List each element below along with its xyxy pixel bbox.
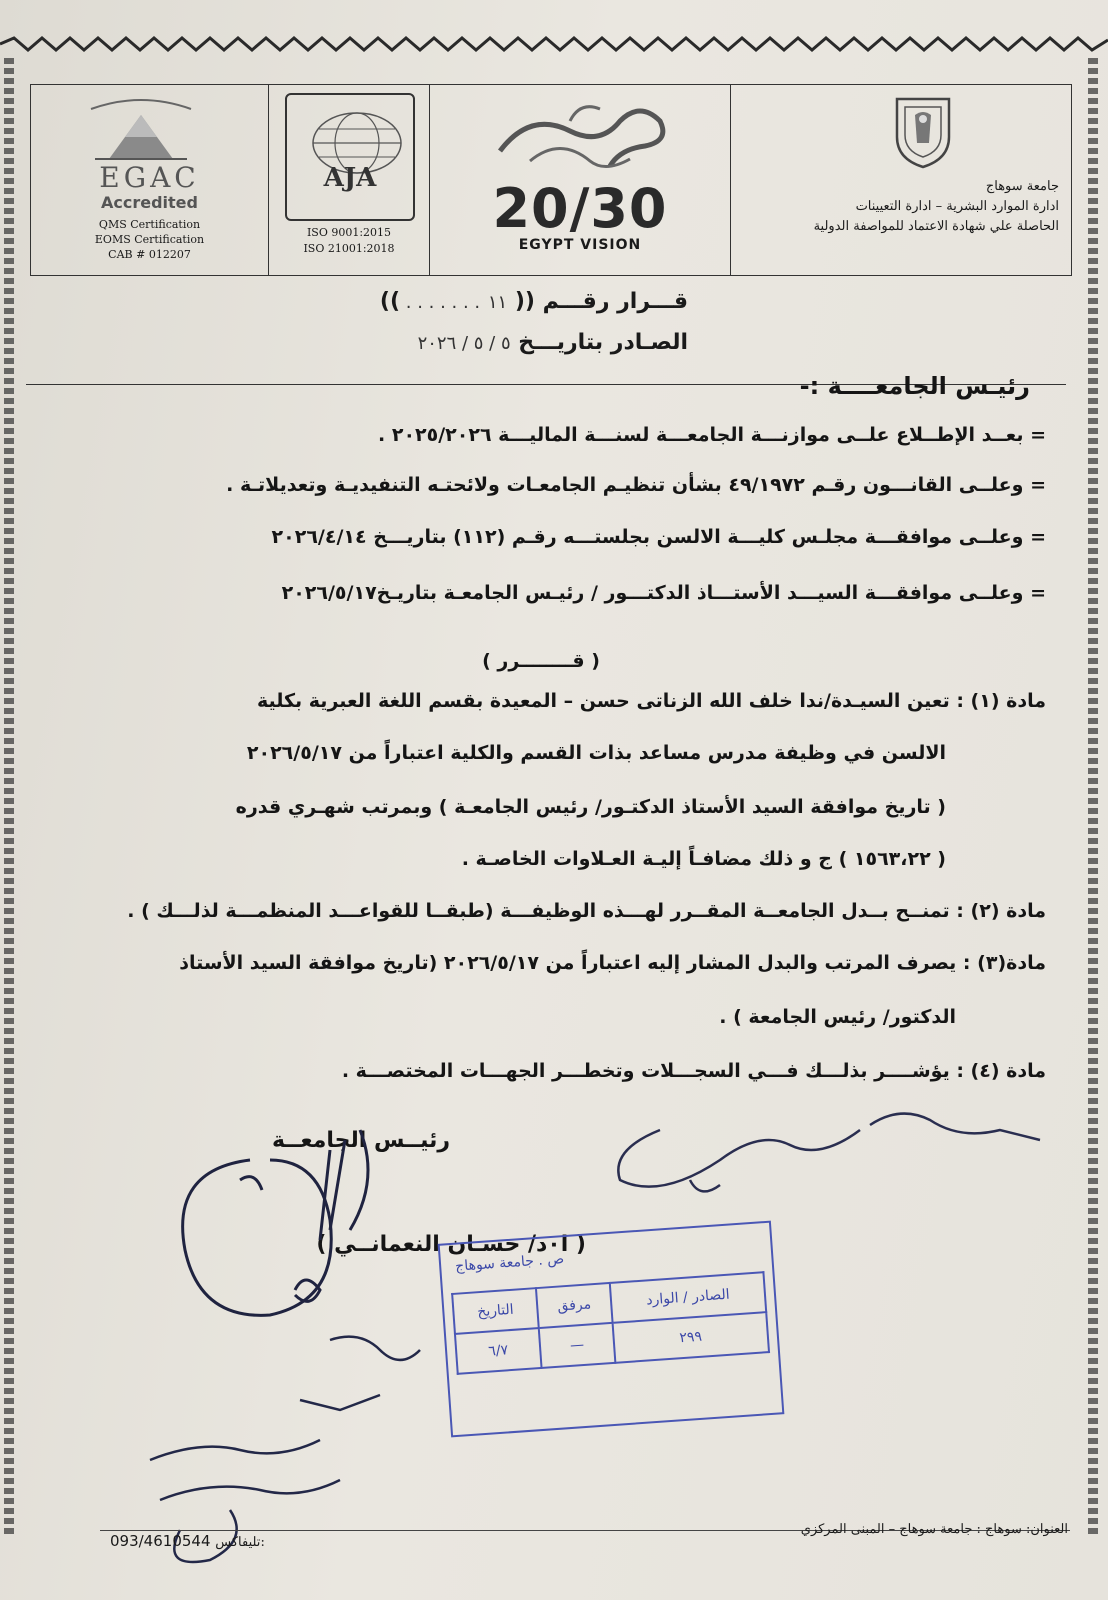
qms-certification: QMS Certification xyxy=(98,218,201,231)
outgoing-stamp xyxy=(438,1221,785,1438)
decides-heading: ( قــــــــرر ) xyxy=(482,650,600,672)
fax-label: تليفاكس: xyxy=(215,1535,265,1550)
cab-number: CAB # 012207 xyxy=(108,248,191,261)
signatory-name: ( ا٠د/ حسـان النعمانــي ) xyxy=(316,1232,586,1257)
president-heading: رئيـس الجامعــــة :- xyxy=(799,372,1030,400)
footer-fax xyxy=(110,1532,265,1550)
vision-2030-number: 20/30 xyxy=(492,177,668,240)
aja-logo-text: AJA xyxy=(323,163,377,193)
department-name: ادارة الموارد البشرية – ادارة التعيينات xyxy=(855,199,1059,214)
egac-accredited: Accredited xyxy=(101,193,198,212)
stamp-header-attachment: مرفق xyxy=(536,1283,613,1328)
vision-subtitle: EGYPT VISION xyxy=(518,237,642,253)
iso-9001: ISO 9001:2015 xyxy=(306,226,392,239)
stamp-value-attachment: — xyxy=(539,1323,616,1368)
eoms-certification: EOMS Certification xyxy=(94,233,205,246)
right-decorative-border xyxy=(1088,54,1098,1534)
decision-close-paren: )) xyxy=(379,289,401,314)
article-1-line-2: الالسن في وظيفة مدرس مساعد بذات القسم والكلية اعتباراً من ٢٠٢٦/٥/١٧ xyxy=(246,742,946,764)
stamp-value-date: ٦/٧ xyxy=(455,1328,542,1374)
accreditation-note: الحاصلة علي شهادة الاعتماد للمواصفة الدولية xyxy=(813,219,1059,234)
article-3-line-1: مادة(٣) : يصرف المرتب والبدل المشار إليه اعتباراً من ٢٠٢٦/٥/١٧ (تاريخ موافقة السيد الأستاذ xyxy=(179,952,1046,974)
fax-number: 093/4610544 xyxy=(110,1532,211,1550)
preamble-line-2: = وعلــى القانـــون رقـم ٤٩/١٩٧٢ بشأن تنظيـم الجامعـات ولائحتـه التنفيديـة وتعديلاتـة . xyxy=(226,474,1046,496)
stamp-value-number: ٢٩٩ xyxy=(613,1312,769,1363)
stamp-header: ص . جامعة سوهاج xyxy=(454,1251,565,1275)
signature-title: رئيــس الجامعــة xyxy=(271,1128,450,1153)
university-name: جامعة سوهاج xyxy=(985,179,1059,194)
preamble-line-1: = بعــد الإطــلاع علــى موازنـــة الجامعـــة لسنـــة الماليـــة ٢٠٢٥/٢٠٢٦ . xyxy=(378,424,1046,446)
stamp-header-outgoing: الصادر / الوارد xyxy=(610,1272,766,1323)
issued-label: الصـادر بتاريـــخ xyxy=(518,330,688,355)
preamble-line-3: = وعلــى موافقـــة مجلـس كليـــة الالسن بجلستـــه رقـم (١١٢) بتاريـــخ ٢٠٢٦/٤/١٤ xyxy=(271,526,1046,548)
preamble-line-4: = وعلــى موافقـــة السيـــد الأستـــاذ الدكتـــور / رئيـس الجامعـة بتاريـخ٢٠٢٦/٥/١٧ xyxy=(281,582,1046,604)
decision-number: ١١ xyxy=(487,292,508,313)
article-1-line-3: ( تاريخ موافقة السيد الأستاذ الدكتـور/ رئيس الجامعـة ) وبمرتب شهـري قدره xyxy=(235,796,946,818)
article-3-line-2: الدكتور/ رئيس الجامعة ) . xyxy=(719,1006,956,1028)
article-2: مادة (٢) : تمنــح بــدل الجامعــة المقــرر لهـــذه الوظيفـــة (طبقــا للقواعـــد المنظمـــة لذلـــك ) . xyxy=(127,900,1046,922)
article-1-line-1: مادة (١) : تعين السيـدة/ندا خلف الله الزناتى حسن – المعيدة بقسم اللغة العبرية بكلية xyxy=(256,690,1046,712)
article-1-line-4: ( ١٥٦٣،٢٢ ) ج و ذلك مضافـاً إليـة العـلاوات الخاصـة . xyxy=(461,848,946,870)
issued-date: ٥ / ٥ / ٢٠٢٦ xyxy=(417,333,511,354)
stamp-header-date: التاريخ xyxy=(452,1288,539,1334)
decision-number-line: قـــرار رقـــم (( ١١ . . . . . . . )) xyxy=(379,289,688,314)
article-4: مادة (٤) : يؤشــــر بذلـــك فـــي السجـــلات وتخطـــر الجهـــات المختصـــة . xyxy=(341,1060,1046,1082)
egac-logo-text: EGAC xyxy=(99,161,200,194)
stamp-table xyxy=(451,1271,770,1375)
footer-address: العنوان: سوهاج : جامعة سوهاج – المبنى المركزي xyxy=(800,1522,1068,1537)
decision-label: قـــرار رقـــم (( xyxy=(514,289,688,314)
iso-21001: ISO 21001:2018 xyxy=(303,242,395,255)
left-decorative-border xyxy=(4,54,14,1534)
